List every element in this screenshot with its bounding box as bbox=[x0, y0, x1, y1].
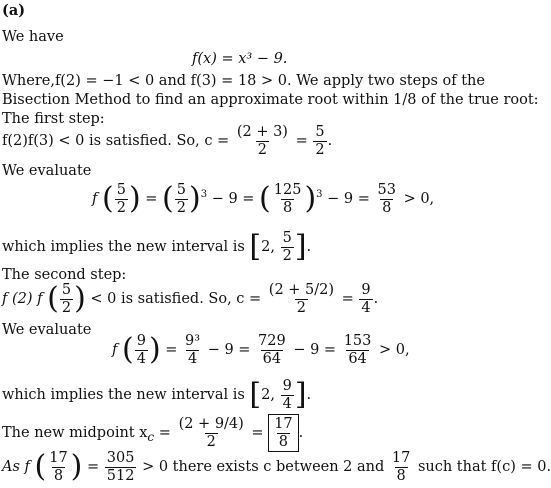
interval2-a: 2, bbox=[261, 387, 275, 403]
eval1-eq1: = bbox=[145, 191, 158, 207]
eval2-c-num: 153 bbox=[343, 333, 372, 349]
eval2-b-num: 729 bbox=[258, 333, 286, 349]
eval1-r-num: 53 bbox=[377, 182, 396, 198]
eval1-r-den: 8 bbox=[382, 199, 392, 216]
eval2-b-den: 64 bbox=[262, 350, 282, 367]
heading: (a) bbox=[2, 2, 26, 19]
final-pre: As f bbox=[2, 459, 30, 475]
boxed-den: 8 bbox=[278, 433, 289, 450]
midpoint-eq: = bbox=[158, 425, 171, 441]
eval2-eq1: = bbox=[165, 342, 178, 358]
eval2-arg-den: 4 bbox=[136, 350, 146, 367]
interval1-end: . bbox=[306, 239, 312, 255]
eval2-f: f bbox=[112, 342, 118, 358]
eval1-q-num: 125 bbox=[273, 182, 302, 198]
where-line-2: Bisection Method to find an approximate root within 1/8 of the true root: bbox=[2, 92, 539, 108]
eval2-a-num: 9³ bbox=[185, 333, 201, 349]
step2-line: f (2) f ( $\frac{5}{2}$ ) < 0 is satisfied. So, c = $\frac{(2 + 5/2)}{2}$ = $\frac{9}{4}$ . bbox=[2, 281, 379, 316]
midpoint-num: (2 + 9/4) bbox=[178, 416, 244, 432]
step1-end: . bbox=[327, 133, 333, 149]
midpoint-den: 2 bbox=[206, 433, 216, 450]
intro-text: We have bbox=[2, 29, 64, 45]
final-line: As f ( $\frac{17}{8}$ ) = $\frac{305}{512}$ > 0 there exists c between 2 and $\frac{17}{8}$ such that f(c) = 0. bbox=[2, 449, 551, 484]
step2-cond-post: < 0 is satisfied. So, c = bbox=[90, 291, 262, 307]
midpoint-end: . bbox=[298, 425, 304, 441]
eval2-m9: − 9 = bbox=[207, 342, 251, 358]
step2-cval-num: 9 bbox=[361, 282, 371, 298]
boxed-answer bbox=[268, 414, 298, 452]
eval1-m9b: − 9 = bbox=[327, 191, 370, 207]
implies1-text: which implies the new interval is bbox=[2, 239, 245, 255]
eval1-arg-den: 2 bbox=[116, 199, 126, 216]
eval2-c-den: 64 bbox=[348, 350, 367, 367]
step2-c-den: 2 bbox=[296, 299, 307, 316]
boxed-num: 17 bbox=[274, 416, 293, 432]
implies-line-2: which implies the new interval is [2, $\frac{9}{4}$ ]. bbox=[2, 377, 312, 412]
interval2-end: . bbox=[306, 387, 312, 403]
evaluate-label-2: We evaluate bbox=[2, 322, 92, 338]
eval1-exp2: 3 bbox=[316, 189, 323, 201]
final-arg-den: 8 bbox=[53, 467, 64, 484]
midpoint-pre: The new midpoint x bbox=[2, 425, 148, 441]
eval2-m9b: − 9 = bbox=[293, 342, 337, 358]
eval1-f: f bbox=[92, 191, 98, 207]
eval1-m9: − 9 = bbox=[211, 191, 255, 207]
step2-arg-den: 2 bbox=[61, 299, 72, 316]
final-v-num: 305 bbox=[106, 450, 135, 466]
implies2-text: which implies the new interval is bbox=[2, 387, 245, 403]
step1-c-den: 2 bbox=[257, 141, 268, 158]
eval1-p-num: 5 bbox=[176, 182, 186, 198]
step1-condition: f(2)f(3) < 0 is satisfied. So, c = bbox=[2, 133, 230, 149]
where-line: Where,f(2) = −1 < 0 and f(3) = 18 > 0. We apply two steps of the bbox=[2, 73, 485, 89]
eval2-arg-num: 9 bbox=[136, 333, 146, 349]
step2-eq: = bbox=[341, 291, 354, 307]
interval1-a: 2, bbox=[261, 239, 275, 255]
interval1-b-num: 5 bbox=[282, 230, 292, 246]
step2-arg-num: 5 bbox=[61, 282, 72, 298]
eval1-line: f ( $\frac{5}{2}$ ) = ( $\frac{5}{2}$ )$^3$ − 9 = ( $\frac{125}{8}$ )$^3$ − 9 = $\frac{53}{8}$ > 0, bbox=[92, 181, 435, 216]
interval2-b-num: 9 bbox=[282, 378, 292, 394]
eval1-arg-num: 5 bbox=[116, 182, 126, 198]
step1-c-num: (2 + 3) bbox=[236, 124, 288, 140]
eval1-tail: > 0, bbox=[403, 191, 435, 207]
final-eq: = bbox=[87, 459, 100, 475]
implies-line-1: which implies the new interval is [2, $\frac{5}{2}$ ]. bbox=[2, 229, 312, 264]
step1-cval-den: 2 bbox=[315, 141, 325, 158]
interval2-b-den: 4 bbox=[282, 395, 292, 412]
evaluate-label-1: We evaluate bbox=[2, 163, 92, 179]
step2-c-num: (2 + 5/2) bbox=[268, 282, 335, 298]
step1-cval-num: 5 bbox=[315, 124, 325, 140]
midpoint-eq2: = bbox=[251, 425, 264, 441]
step1-line bbox=[2, 125, 332, 157]
eval1-p-den: 2 bbox=[176, 199, 186, 216]
first-step-label: The first step: bbox=[2, 111, 105, 127]
final-v-den: 512 bbox=[106, 467, 135, 484]
step1-eq: = bbox=[295, 133, 308, 149]
final-b-den: 8 bbox=[396, 467, 406, 484]
step2-cond-pre: f (2) f bbox=[2, 291, 43, 307]
final-mid: > 0 there exists c between 2 and bbox=[142, 459, 385, 475]
eval1-q-den: 8 bbox=[282, 199, 293, 216]
step2-cval-den: 4 bbox=[361, 299, 371, 316]
step2-end: . bbox=[373, 291, 379, 307]
final-b-num: 17 bbox=[391, 450, 411, 466]
eval1-exp: 3 bbox=[200, 189, 208, 201]
function-definition: f(x) = x³ − 9. bbox=[192, 51, 288, 67]
midpoint-sub: c bbox=[147, 429, 155, 444]
final-post: such that f(c) = 0. bbox=[417, 459, 551, 475]
eval2-line: f ( $\frac{9}{4}$ ) = $\frac{\text{9³}}{4}$ − 9 = $\frac{729}{64}$ − 9 = $\frac{153}{64}$ > 0, bbox=[112, 332, 410, 367]
midpoint-line bbox=[2, 414, 303, 452]
eval2-a-den: 4 bbox=[187, 350, 198, 367]
interval1-b-den: 2 bbox=[282, 247, 292, 264]
second-step-label: The second step: bbox=[2, 267, 127, 283]
eval2-tail: > 0, bbox=[379, 342, 410, 358]
final-arg-num: 17 bbox=[49, 450, 68, 466]
